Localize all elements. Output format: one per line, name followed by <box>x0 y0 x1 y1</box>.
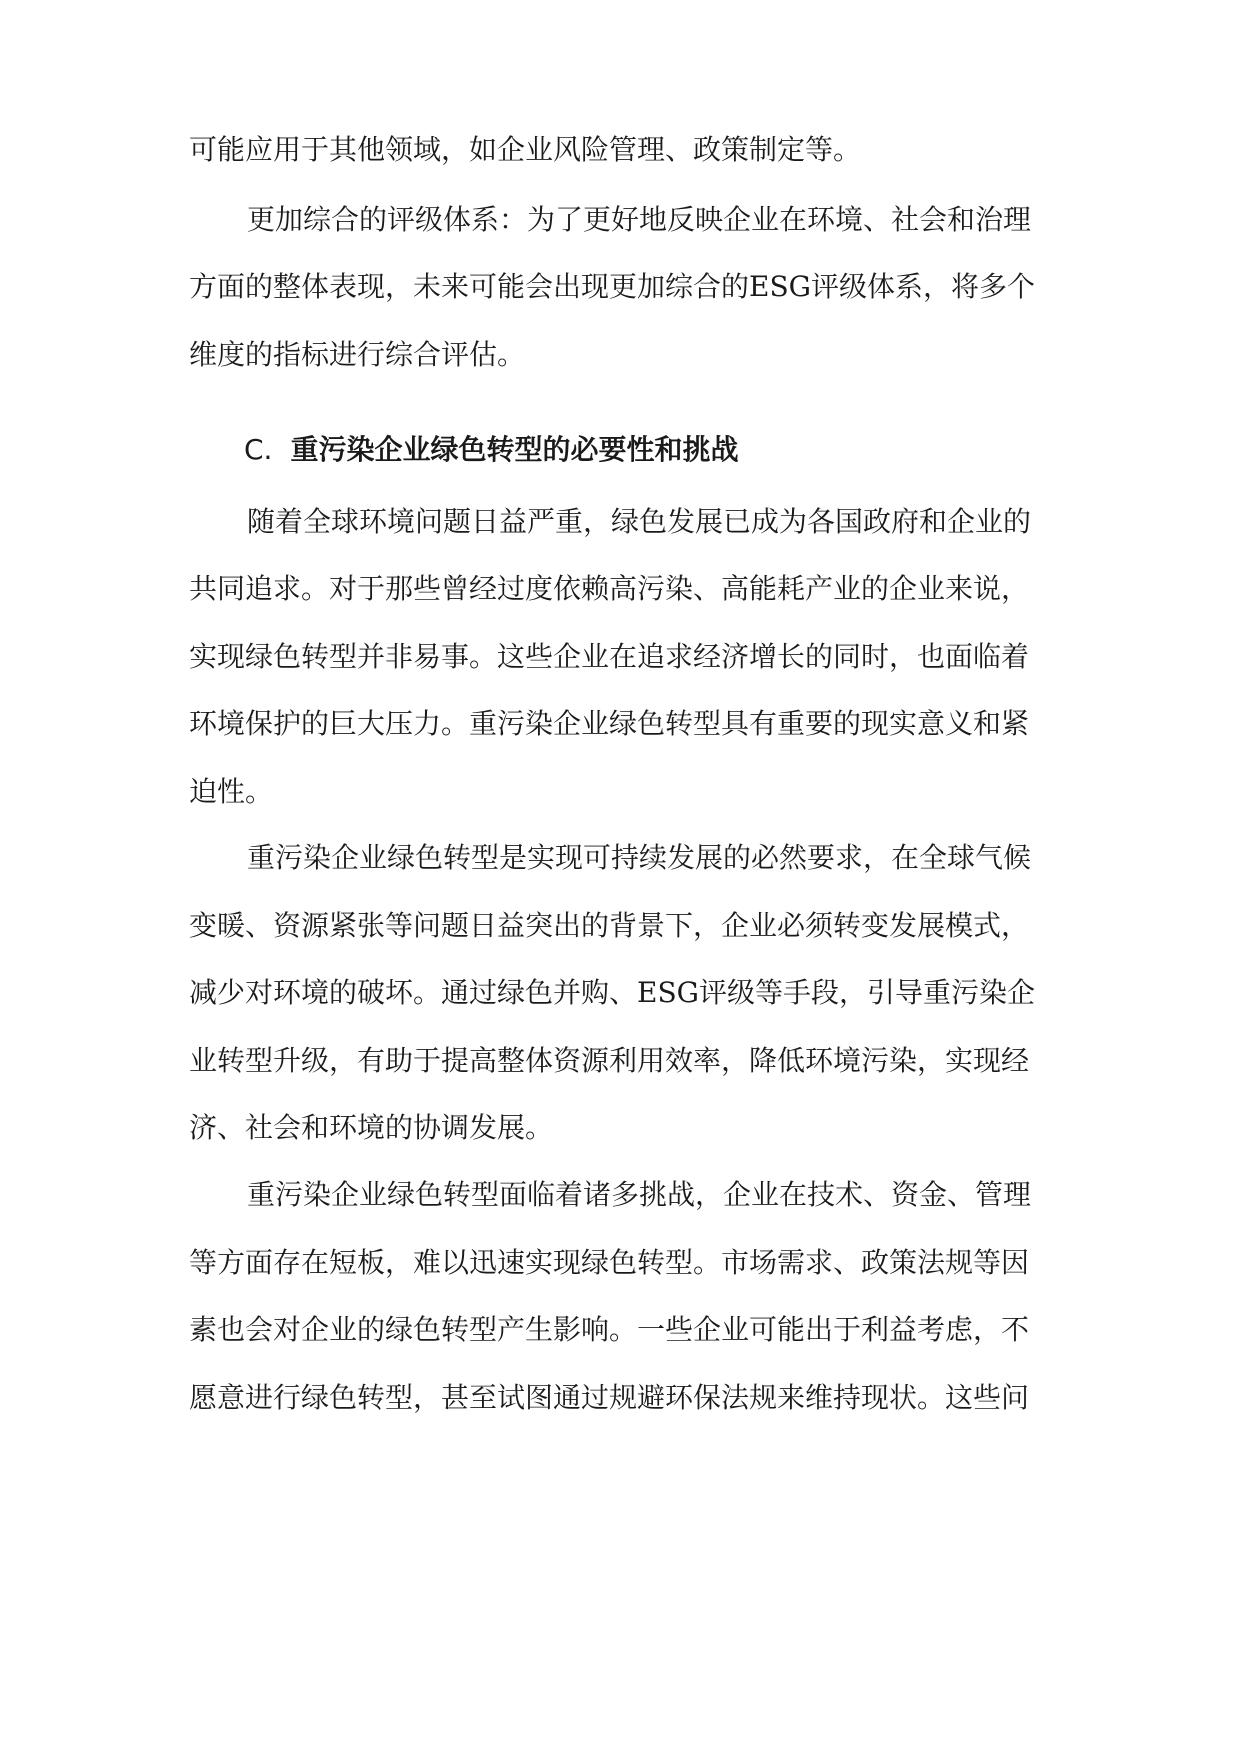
paragraph-line: 业转型升级，有助于提高整体资源利用效率，降低环境污染，实现经 <box>189 1044 1030 1077</box>
paragraph-line: 变暖、资源紧张等问题日益突出的背景下，企业必须转变发展模式， <box>189 909 1030 942</box>
paragraph-line: 共同追求。对于那些曾经过度依赖高污染、高能耗产业的企业来说， <box>189 572 1030 605</box>
paragraph-line: 素也会对企业的绿色转型产生影响。一些企业可能出于利益考虑，不 <box>189 1313 1030 1346</box>
paragraph-line: 重污染企业绿色转型面临着诸多挑战，企业在技术、资金、管理 <box>247 1178 1032 1211</box>
paragraph-line: 更加综合的评级体系：为了更好地反映企业在环境、社会和治理 <box>247 203 1032 236</box>
paragraph-line: 可能应用于其他领域，如企业风险管理、政策制定等。 <box>189 133 862 166</box>
paragraph-line: 愿意进行绿色转型，甚至试图通过规避环保法规来维持现状。这些问 <box>189 1381 1030 1414</box>
paragraph-line: 减少对环境的破坏。通过绿色并购、ESG评级等手段，引导重污染企 <box>189 976 1035 1009</box>
section-title: 重污染企业绿色转型的必要性和挑战 <box>290 433 739 466</box>
paragraph-line: 方面的整体表现，未来可能会出现更加综合的ESG评级体系，将多个 <box>189 270 1035 303</box>
paragraph-line: 济、社会和环境的协调发展。 <box>189 1111 554 1144</box>
paragraph-line: 等方面存在短板，难以迅速实现绿色转型。市场需求、政策法规等因 <box>189 1246 1030 1279</box>
section-number: C. <box>244 433 273 466</box>
paragraph-line: 随着全球环境问题日益严重，绿色发展已成为各国政府和企业的 <box>247 505 1032 538</box>
paragraph-line: 重污染企业绿色转型是实现可持续发展的必然要求，在全球气候 <box>247 841 1032 874</box>
paragraph-line: 环境保护的巨大压力。重污染企业绿色转型具有重要的现实意义和紧 <box>189 707 1030 740</box>
paragraph-line: 迫性。 <box>189 775 274 808</box>
paragraph-line: 实现绿色转型并非易事。这些企业在追求经济增长的同时，也面临着 <box>189 640 1030 673</box>
section-heading <box>244 430 738 470</box>
paragraph-line: 维度的指标进行综合评估。 <box>189 338 526 371</box>
